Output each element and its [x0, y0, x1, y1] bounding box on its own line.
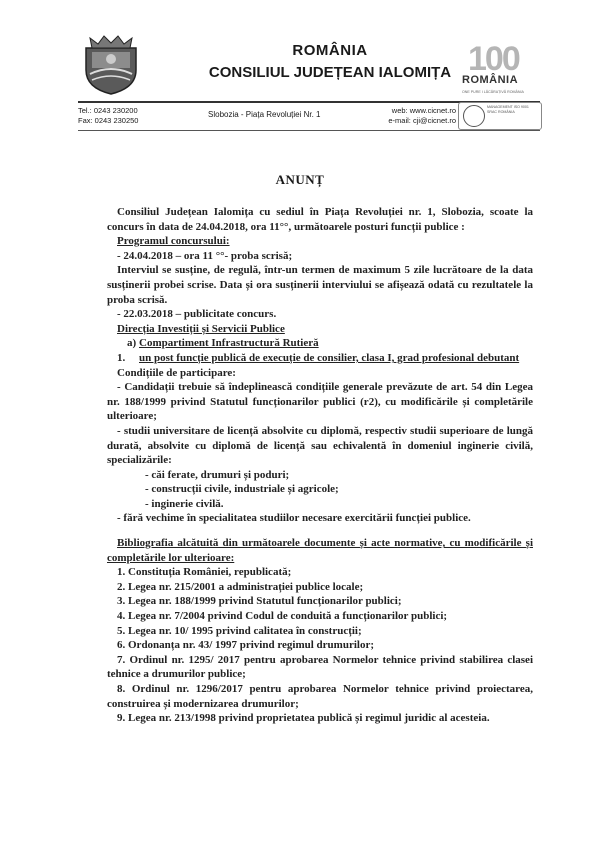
- bibliography-item: 1. Constituția României, republicată;: [117, 566, 292, 579]
- phone-number: Tel.: 0243 230200: [78, 106, 138, 115]
- county-crest-icon: [78, 34, 144, 96]
- condition-experience: - fără vechime în specialitatea studiilor necesare exercitării funcției publice.: [117, 512, 471, 525]
- post-line: [107, 351, 533, 366]
- country-name: ROMÂNIA: [292, 42, 368, 59]
- header-bottom-rule: [78, 130, 540, 131]
- compartment-label: a): [127, 337, 137, 350]
- bibliography-heading: Bibliografia alcătuită din următoarele documente și acte normative, cu modificările și completările lor ulterioare:: [107, 537, 533, 564]
- fax-number: Fax: 0243 230250: [78, 116, 139, 125]
- iso-certification-seal: [458, 102, 542, 130]
- council-name: CONSILIUL JUDEȚEAN IALOMIȚA: [208, 64, 452, 81]
- bibliography-item: 7. Ordinul nr. 1295/ 2017 pentru aprobarea Normelor tehnice privind stabilirea clasei tehnice a drumurilor publice;: [107, 653, 533, 681]
- intro-paragraph: Consiliul Județean Ialomița cu sediul în Piața Revoluției nr. 1, Slobozia, scoate la concurs în data de 24.04.2018, ora 11°°, următoarele posturi funcții publice :: [107, 206, 533, 233]
- condition-studies: - studii universitare de licență absolvite cu diplomă, respectiv studii superioare de lungă durată, absolvite cu diplomă de licență sau echivalentă în domeniul inginerie civilă, specializările:: [107, 424, 533, 467]
- direction-heading: Direcția Investiții și Servicii Publice: [117, 322, 285, 335]
- announcement-body: [107, 205, 533, 726]
- contact-bar: [78, 104, 540, 128]
- centenary-tagline: ONE PURE I LĂCĂRAȚIVĂ ROMÂNIA: [462, 90, 524, 94]
- conditions-heading: Condițiile de participare:: [117, 366, 236, 379]
- specialization-item: - căi ferate, drumuri și poduri;: [145, 468, 290, 481]
- condition-general: - Candidații trebuie să îndeplinească condițiile generale prevăzute de art. 54 din Legea nr. 188/1999 privind Statutul funcționarilor publici (r2), cu modificările și completările ulterioare;: [107, 381, 533, 423]
- address: Slobozia - Piața Revoluției Nr. 1: [208, 110, 321, 119]
- interview-paragraph: Interviul se susține, de regulă, într-un termen de maximum 5 zile lucrătoare de la data susținerii probei scrise. Data și ora susținerii interviului se afișează odată cu rezultatele la proba scrisă.: [107, 264, 533, 306]
- web-block: [360, 106, 456, 126]
- bibliography-item: 5. Legea nr. 10/ 1995 privind calitatea în construcții;: [117, 624, 362, 637]
- program-heading: Programul concursului:: [117, 235, 230, 248]
- document-title: ANUNȚ: [275, 172, 325, 187]
- bibliography-item: 6. Ordonanța nr. 43/ 1997 privind regimul drumurilor;: [117, 639, 374, 652]
- seal-ring-icon: [463, 105, 485, 127]
- post-label: 1.: [117, 351, 126, 364]
- specialization-item: - construcții civile, industriale și agricole;: [145, 483, 339, 496]
- centenary-logo: [462, 40, 542, 100]
- seal-text: MANAGEMENT ISO 9001 SRAC ROMÂNIA: [487, 105, 529, 114]
- centenary-number: 100: [468, 40, 519, 78]
- email: e-mail: cji@cicnet.ro: [388, 116, 456, 125]
- bibliography-item: 2. Legea nr. 215/2001 a administrației publice locale;: [117, 580, 364, 593]
- phone-block: [78, 106, 138, 126]
- publication-date: - 22.03.2018 – publicitate concurs.: [117, 308, 277, 321]
- compartment-line: [107, 336, 533, 351]
- bibliography-item: 9. Legea nr. 213/1998 privind proprietatea publică și regimul juridic al acesteia.: [117, 712, 490, 725]
- website: web: www.cicnet.ro: [391, 106, 456, 115]
- post-description: un post funcție publică de execuție de consilier, clasa I, grad profesional debutant: [139, 351, 520, 364]
- bibliography-item: 4. Legea nr. 7/2004 privind Codul de conduită a funcționarilor publici;: [117, 610, 448, 623]
- centenary-country: ROMÂNIA: [462, 74, 519, 86]
- bibliography-item: 3. Legea nr. 188/1999 privind Statutul funcționarilor publici;: [117, 595, 402, 608]
- bibliography-item: 8. Ordinul nr. 1296/2017 pentru aprobarea Normelor tehnice privind proiectarea, construirea și modernizarea drumurilor;: [107, 683, 533, 710]
- specialization-item: - inginerie civilă.: [145, 497, 224, 510]
- letterhead: [0, 0, 600, 135]
- compartment-name: Compartiment Infrastructură Rutieră: [139, 337, 319, 350]
- program-written-exam: - 24.04.2018 – ora 11 °°- proba scrisă;: [117, 249, 293, 262]
